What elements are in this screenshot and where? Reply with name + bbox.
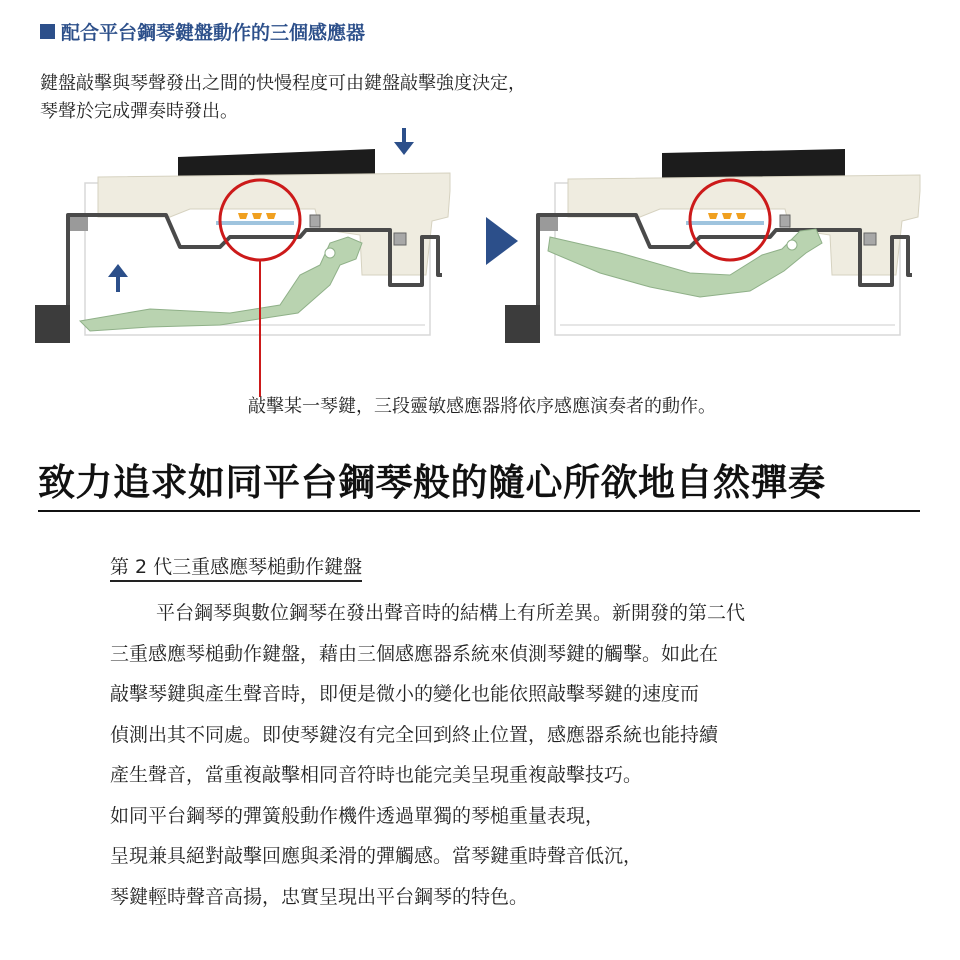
mechanism-left	[35, 128, 450, 397]
paragraph-line: 產生聲音，當重複敲擊相同音符時也能完美呈現重複敲擊技巧。	[110, 764, 643, 786]
feature-description	[110, 593, 910, 917]
paragraph-line: 平台鋼琴與數位鋼琴在發出聲音時的結構上有所差異。新開發的第二代	[156, 602, 746, 624]
paragraph-line: 敲擊琴鍵與產生聲音時，即便是微小的變化也能依照敲擊琴鍵的速度而	[110, 683, 700, 705]
up-arrow-icon	[108, 264, 128, 292]
main-headline: 致力追求如同平台鋼琴般的隨心所欲地自然彈奏	[38, 452, 920, 512]
feature-title: 第 2 代三重感應琴槌動作鍵盤	[110, 552, 362, 582]
paragraph-line: 呈現兼具絕對敲擊回應與柔滑的彈觸感。當琴鍵重時聲音低沉，	[110, 845, 643, 867]
paragraph-line: 如同平台鋼琴的彈簧般動作機件透過單獨的琴槌重量表現，	[110, 804, 605, 827]
hammer-shape	[80, 237, 362, 331]
paragraph-line: 琴鍵輕時聲音高揚，忠實呈現出平台鋼琴的特色。	[110, 885, 529, 908]
hammer-shape	[548, 229, 822, 297]
base-block	[505, 305, 540, 343]
diagram-caption: 敲擊某一琴鍵，三段靈敏感應器將依序感應演奏者的動作。	[248, 396, 716, 417]
intro-line: 琴聲於完成彈奏時發出。	[40, 101, 238, 122]
keyboard-action-diagram	[30, 125, 940, 425]
section-header	[40, 18, 365, 45]
intro-text	[40, 70, 526, 126]
bullet-square-icon	[40, 24, 55, 39]
paragraph-line: 三重感應琴槌動作鍵盤，藉由三個感應器系統來偵測琴鍵的觸擊。如此在	[110, 642, 719, 665]
base-block	[35, 305, 70, 343]
section-header-text: 配合平台鋼琴鍵盤動作的三個感應器	[61, 22, 366, 44]
paragraph-line: 偵測出其不同處。即使琴鍵沒有完全回到終止位置，感應器系統也能持續	[110, 723, 719, 746]
play-arrow-icon	[486, 217, 518, 265]
sensor-icons	[238, 213, 276, 219]
sensor-icons	[708, 213, 746, 219]
intro-line: 鍵盤敲擊與琴聲發出之間的快慢程度可由鍵盤敲擊強度決定，	[40, 73, 526, 94]
mechanism-right	[505, 149, 920, 343]
down-arrow-icon	[394, 128, 414, 155]
